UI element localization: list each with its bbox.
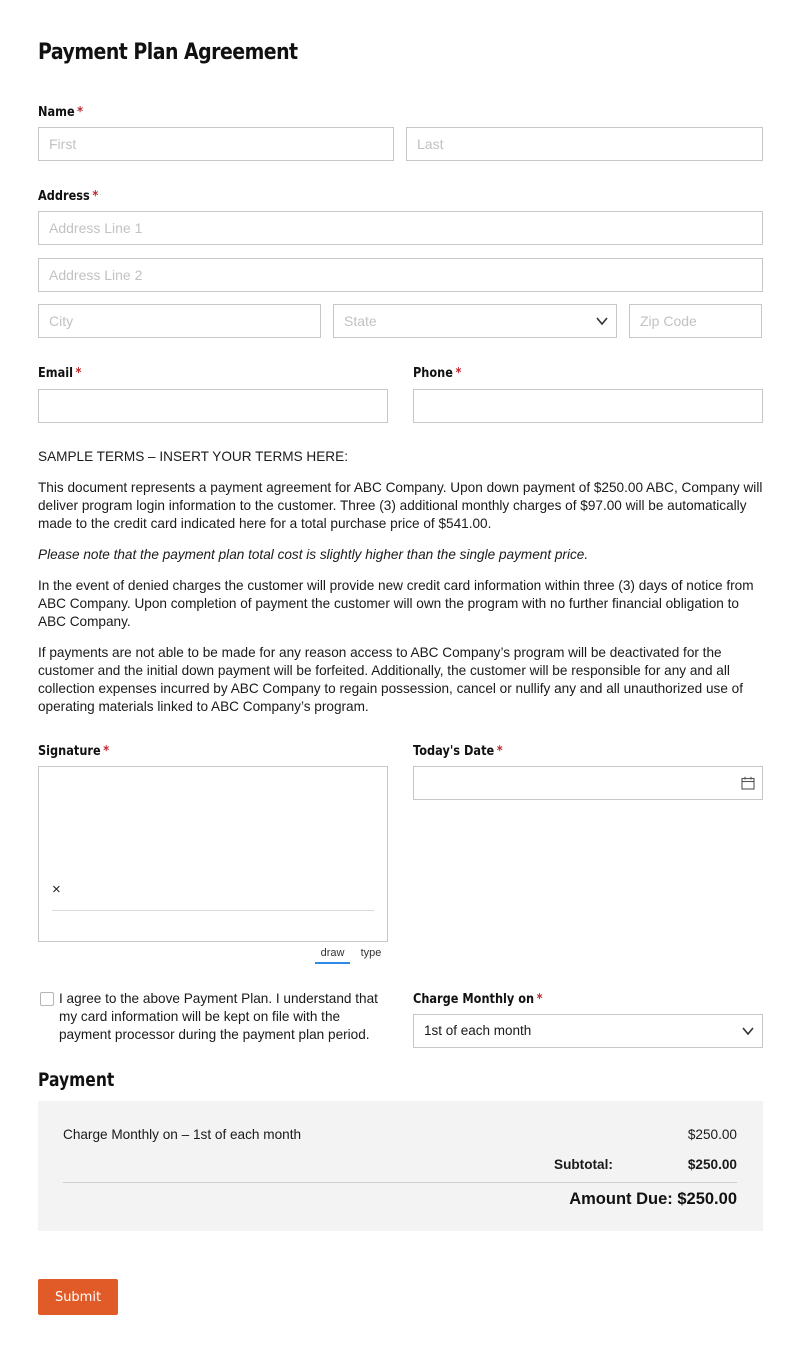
city-input[interactable] xyxy=(38,304,321,338)
required-mark: * xyxy=(496,743,503,759)
first-name-input[interactable] xyxy=(38,127,394,161)
payment-summary xyxy=(38,1101,763,1231)
required-mark: * xyxy=(75,365,82,381)
charge-monthly-value: 1st of each month xyxy=(424,1023,532,1038)
required-mark: * xyxy=(77,104,84,120)
terms-heading: SAMPLE TERMS – INSERT YOUR TERMS HERE: xyxy=(38,449,348,464)
terms-paragraph: This document represents a payment agreement for ABC Company. Upon down payment of $250.00 ABC, Company will deliver program login information to the customer. Three (3) additional monthly charges of $97.00 will be automatically made to the credit card indicated here for a total purchase price of $541.00. xyxy=(38,480,763,531)
name-label: Name * xyxy=(38,104,84,120)
required-mark: * xyxy=(103,743,110,759)
subtotal-amount: $250.00 xyxy=(687,1157,737,1172)
last-name-input[interactable] xyxy=(406,127,763,161)
line-item-label: Charge Monthly on – 1st of each month xyxy=(63,1127,302,1142)
agree-checkbox[interactable] xyxy=(40,992,54,1006)
date-label: Today's Date * xyxy=(413,743,503,759)
page-title: Payment Plan Agreement xyxy=(38,40,298,65)
required-mark: * xyxy=(92,188,99,204)
line-item-amount: $250.00 xyxy=(687,1127,737,1142)
signature-x-mark: × xyxy=(52,881,61,898)
address-label: Address * xyxy=(38,188,99,204)
signature-label: Signature * xyxy=(38,743,110,759)
terms-paragraph: In the event of denied charges the customer will provide new credit card information within three (3) days of notice from ABC Company. Upon completion of payment the customer will own the program with no further financial obligation to ABC Company. xyxy=(38,578,754,629)
phone-input[interactable] xyxy=(413,389,763,423)
terms-note: Please note that the payment plan total cost is slightly higher than the single payment price. xyxy=(38,547,589,562)
signature-line xyxy=(52,910,374,911)
subtotal-label: Subtotal: xyxy=(554,1157,613,1172)
divider xyxy=(63,1182,737,1183)
payment-heading: Payment xyxy=(38,1070,115,1091)
calendar-icon[interactable] xyxy=(741,776,755,790)
amount-due: Amount Due: $250.00 xyxy=(569,1190,737,1208)
required-mark: * xyxy=(536,991,543,1007)
address-line2-input[interactable] xyxy=(38,258,763,292)
active-tab-underline xyxy=(315,962,350,964)
agree-text: I agree to the above Payment Plan. I understand that my card information will be kept on file with the payment processor during the payment plan period. xyxy=(59,991,378,1042)
charge-monthly-select[interactable] xyxy=(413,1014,763,1048)
signature-tab-draw[interactable]: draw xyxy=(320,947,345,959)
state-select[interactable] xyxy=(333,304,617,338)
date-input[interactable] xyxy=(413,766,763,800)
state-placeholder: State xyxy=(344,313,377,329)
terms-paragraph: If payments are not able to be made for any reason access to ABC Company’s program will be deactivated for the customer and the initial down payment will be forfeited. Additionally, the customer will be responsible for any and all collection expenses incurred by ABC Company to regain possession, cancel or nullify any and all unauthorized use of operating materials linked to ABC Company’s program. xyxy=(38,645,744,714)
phone-label: Phone * xyxy=(413,365,462,381)
email-label: Email * xyxy=(38,365,82,381)
charge-monthly-label: Charge Monthly on * xyxy=(413,991,543,1007)
required-mark: * xyxy=(455,365,462,381)
submit-button[interactable]: Submit xyxy=(38,1279,118,1315)
chevron-down-icon xyxy=(741,1024,755,1038)
signature-pad[interactable] xyxy=(38,766,388,942)
zip-code-input[interactable] xyxy=(629,304,762,338)
email-input[interactable] xyxy=(38,389,388,423)
terms-section xyxy=(38,448,764,716)
signature-tab-type[interactable]: type xyxy=(360,947,382,959)
chevron-down-icon xyxy=(595,314,609,328)
address-line1-input[interactable] xyxy=(38,211,763,245)
